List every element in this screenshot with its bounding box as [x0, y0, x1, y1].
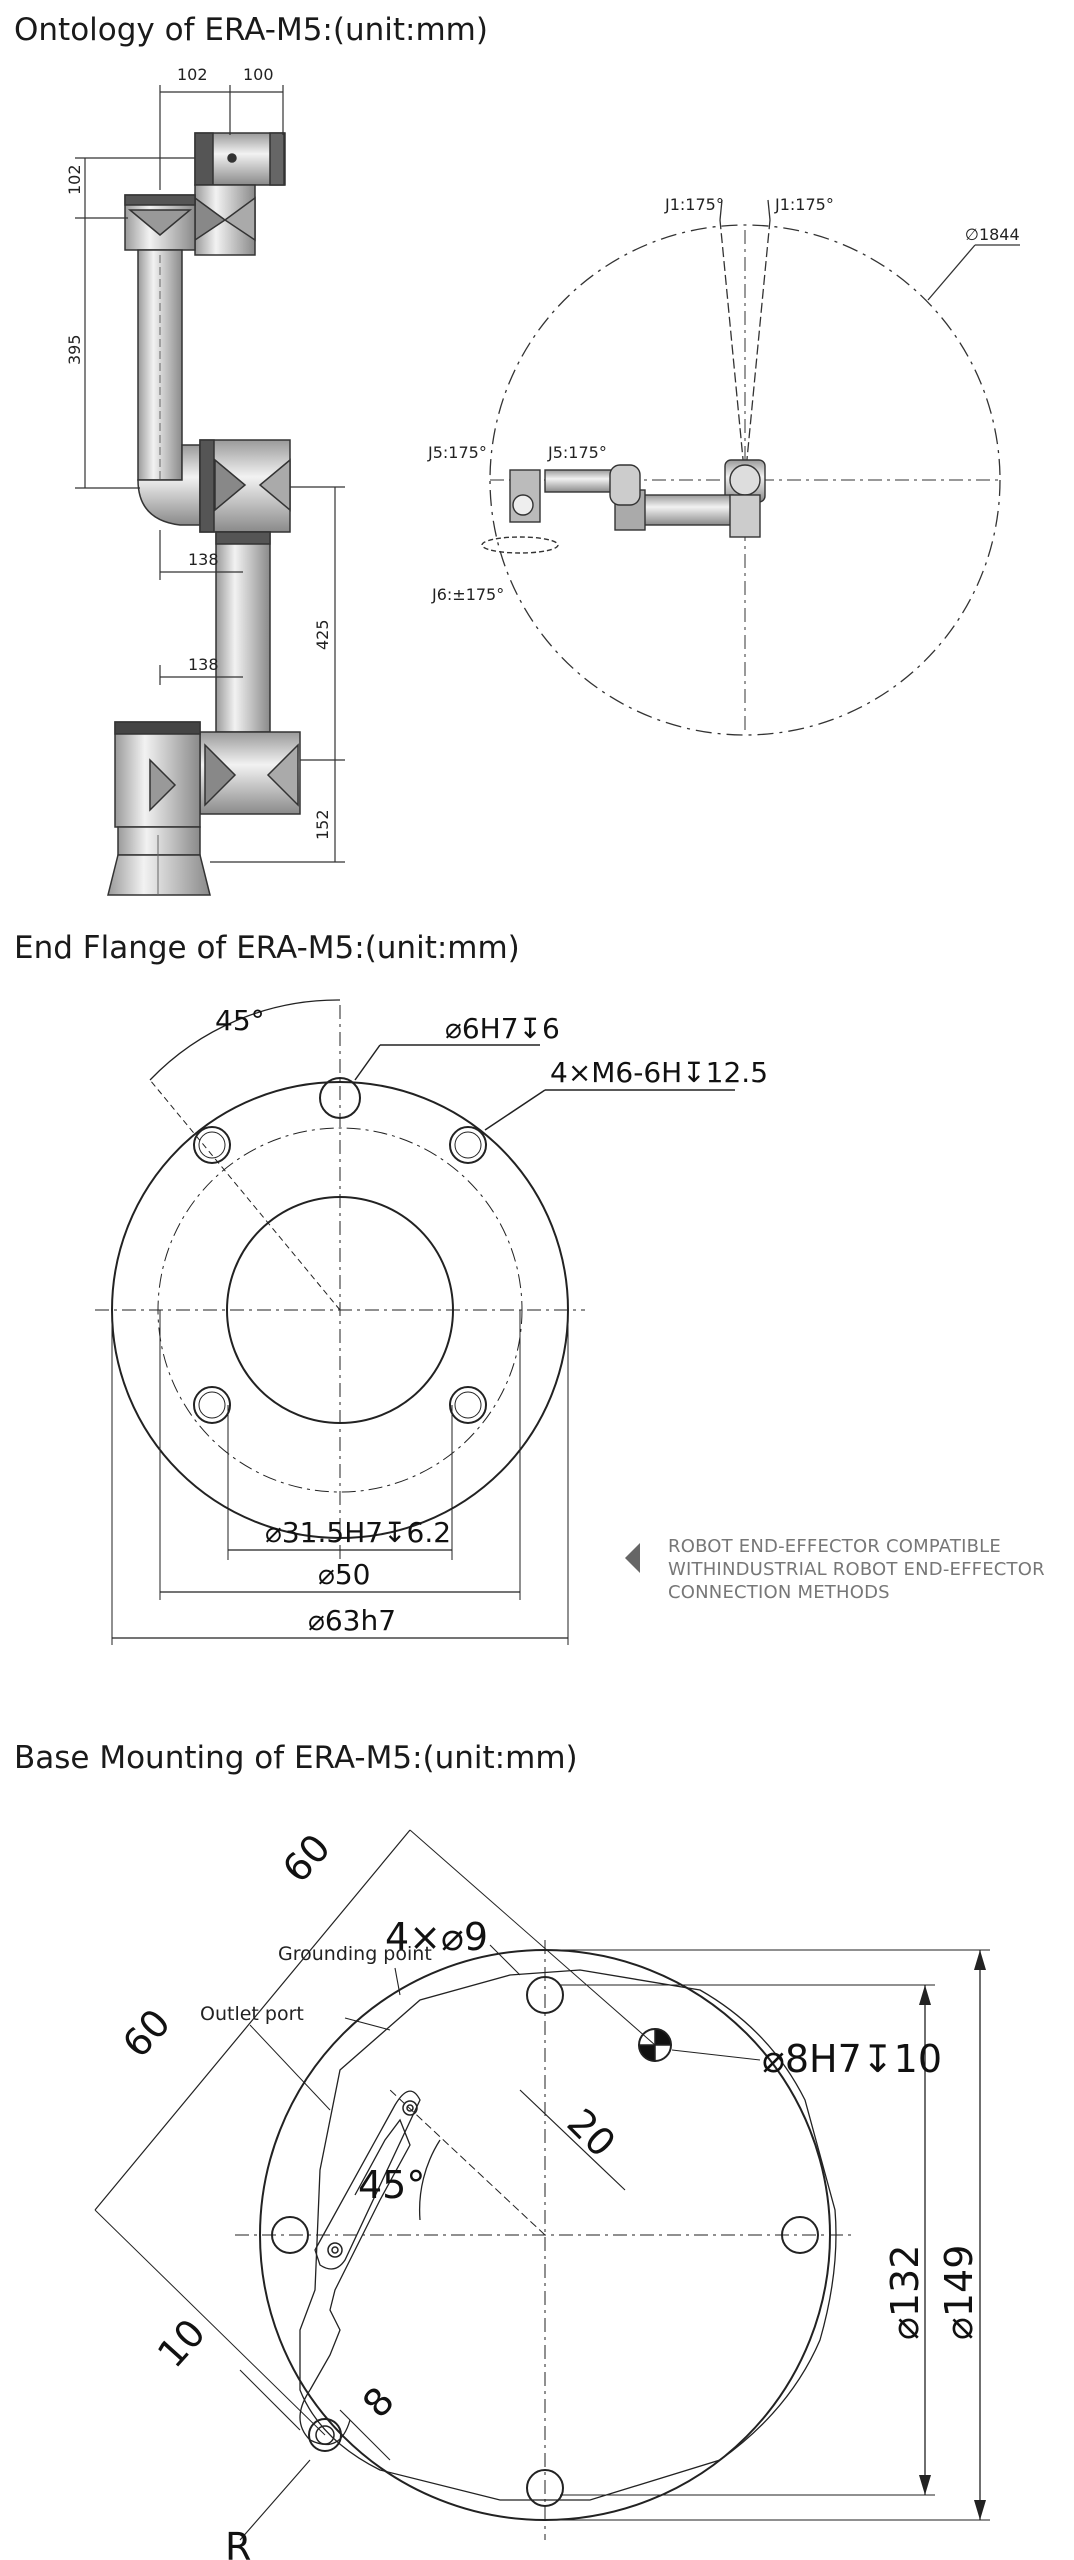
flange-note-line-1: ROBOT END-EFFECTOR COMPATIBLE [668, 1536, 1001, 1557]
flange-outer-dim: ⌀63h7 [308, 1604, 397, 1637]
robot-side-view [108, 133, 300, 895]
flange-drawing [0, 970, 1074, 1690]
dim-138-b: 138 [188, 655, 219, 674]
joint-j5-a: J5:175° [428, 443, 487, 462]
dim-102-left: 102 [65, 164, 84, 195]
base-pin-spec: ⌀8H7↧10 [762, 2037, 942, 2081]
robot-top-view [482, 460, 765, 553]
flange-pin-spec: ⌀6H7↧6 [445, 1012, 560, 1045]
flange-title: End Flange of ERA-M5:(unit:mm) [14, 930, 520, 966]
base-radius: R [225, 2525, 252, 2560]
dim-102-top: 102 [177, 65, 208, 84]
flange-angle: 45° [215, 1004, 265, 1037]
grounding-point-label: Grounding point [278, 1943, 432, 1965]
base-dim-10: 10 [148, 2310, 215, 2377]
dim-152: 152 [313, 809, 332, 840]
dim-138-a: 138 [188, 550, 219, 569]
base-angle: 45° [358, 2163, 426, 2207]
note-arrow-icon [625, 1543, 640, 1573]
joint-j6: J6:±175° [432, 585, 505, 604]
reach-diameter: ∅1844 [965, 225, 1020, 244]
flange-note-line-2: WITHINDUSTRIAL ROBOT END-EFFECTOR [668, 1559, 1045, 1580]
base-drawing [0, 1770, 1074, 2560]
base-dim-132: ⌀132 [883, 2244, 927, 2340]
joint-j5-b: J5:175° [548, 443, 607, 462]
dim-100-top: 100 [243, 65, 274, 84]
ontology-title: Ontology of ERA-M5:(unit:mm) [14, 12, 488, 48]
flange-note-line-3: CONNECTION METHODS [668, 1582, 890, 1603]
base-hole-spec: 4×⌀9 [385, 1915, 489, 1959]
dim-395: 395 [65, 334, 84, 365]
base-dim-20: 20 [558, 2100, 624, 2166]
base-dim-60-a: 60 [273, 1825, 340, 1892]
flange-hole-spec: 4×M6-6H↧12.5 [550, 1056, 769, 1089]
flange-pcd-dim: ⌀50 [318, 1558, 371, 1591]
flange-bore-dim: ⌀31.5H7↧6.2 [265, 1516, 452, 1549]
base-dim-60-b: 60 [113, 2000, 180, 2067]
base-dim-149: ⌀149 [937, 2244, 981, 2340]
base-dim-8: 8 [353, 2378, 403, 2427]
joint-j1-a: J1:175° [665, 195, 724, 214]
base-title: Base Mounting of ERA-M5:(unit:mm) [14, 1740, 578, 1776]
ontology-drawing [0, 40, 1074, 920]
dim-425: 425 [313, 619, 332, 650]
joint-j1-b: J1:175° [775, 195, 834, 214]
outlet-port-label: Outlet port [200, 2003, 304, 2025]
